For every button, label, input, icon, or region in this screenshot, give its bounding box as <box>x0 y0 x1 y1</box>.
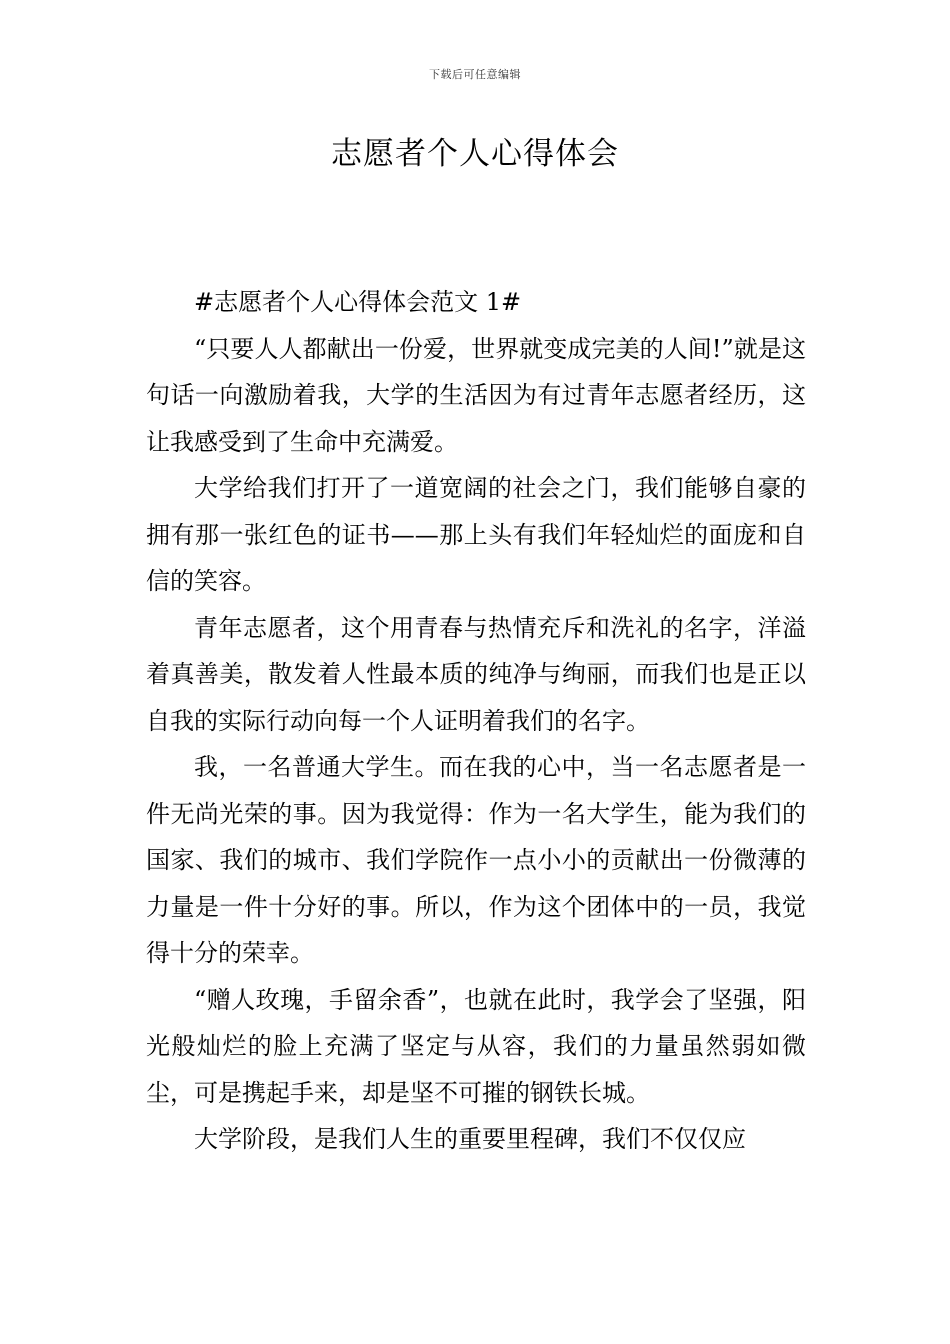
paragraph-1: “只要人人都献出一份爱，世界就变成完美的人间!”就是这句话一向激励着我，大学的生活因为有过青年志愿者经历，这让我感受到了生命中充满爱。 <box>146 334 806 456</box>
document-title: 志愿者个人心得体会 <box>331 136 619 172</box>
paragraph-2: 大学给我们打开了一道宽阔的社会之门，我们能够自豪的拥有那一张红色的证书——那上头有我们年轻灿烂的面庞和自信的笑容。 <box>146 474 806 595</box>
paragraph-6: 大学阶段，是我们人生的重要里程碑，我们不仅仅应 <box>194 1125 746 1153</box>
paragraph-4: 我，一名普通大学生。而在我的心中，当一名志愿者是一件无尚光荣的事。因为我觉得：作为一名大学生，能为我们的国家、我们的城市、我们学院作一点小小的贡献出一份微薄的力量是一件十分好的事。所以，作为这个团体中的一员，我觉得十分的荣幸。 <box>146 753 806 967</box>
section-heading: #志愿者个人心得体会范文 1# <box>194 288 522 316</box>
paragraph-5: “赠人玫瑰，手留余香”，也就在此时，我学会了坚强，阳光般灿烂的脸上充满了坚定与从容，我们的力量虽然弱如微尘，可是携起手来，却是坚不可摧的钢铁长城。 <box>146 985 806 1107</box>
document-body <box>146 279 806 1163</box>
paragraph-3: 青年志愿者，这个用青春与热情充斥和洗礼的名字，洋溢着真善美，散发着人性最本质的纯净与绚丽，而我们也是正以自我的实际行动向每一个人证明着我们的名字。 <box>146 613 806 735</box>
header-note: 下载后可任意编辑 <box>429 68 521 81</box>
